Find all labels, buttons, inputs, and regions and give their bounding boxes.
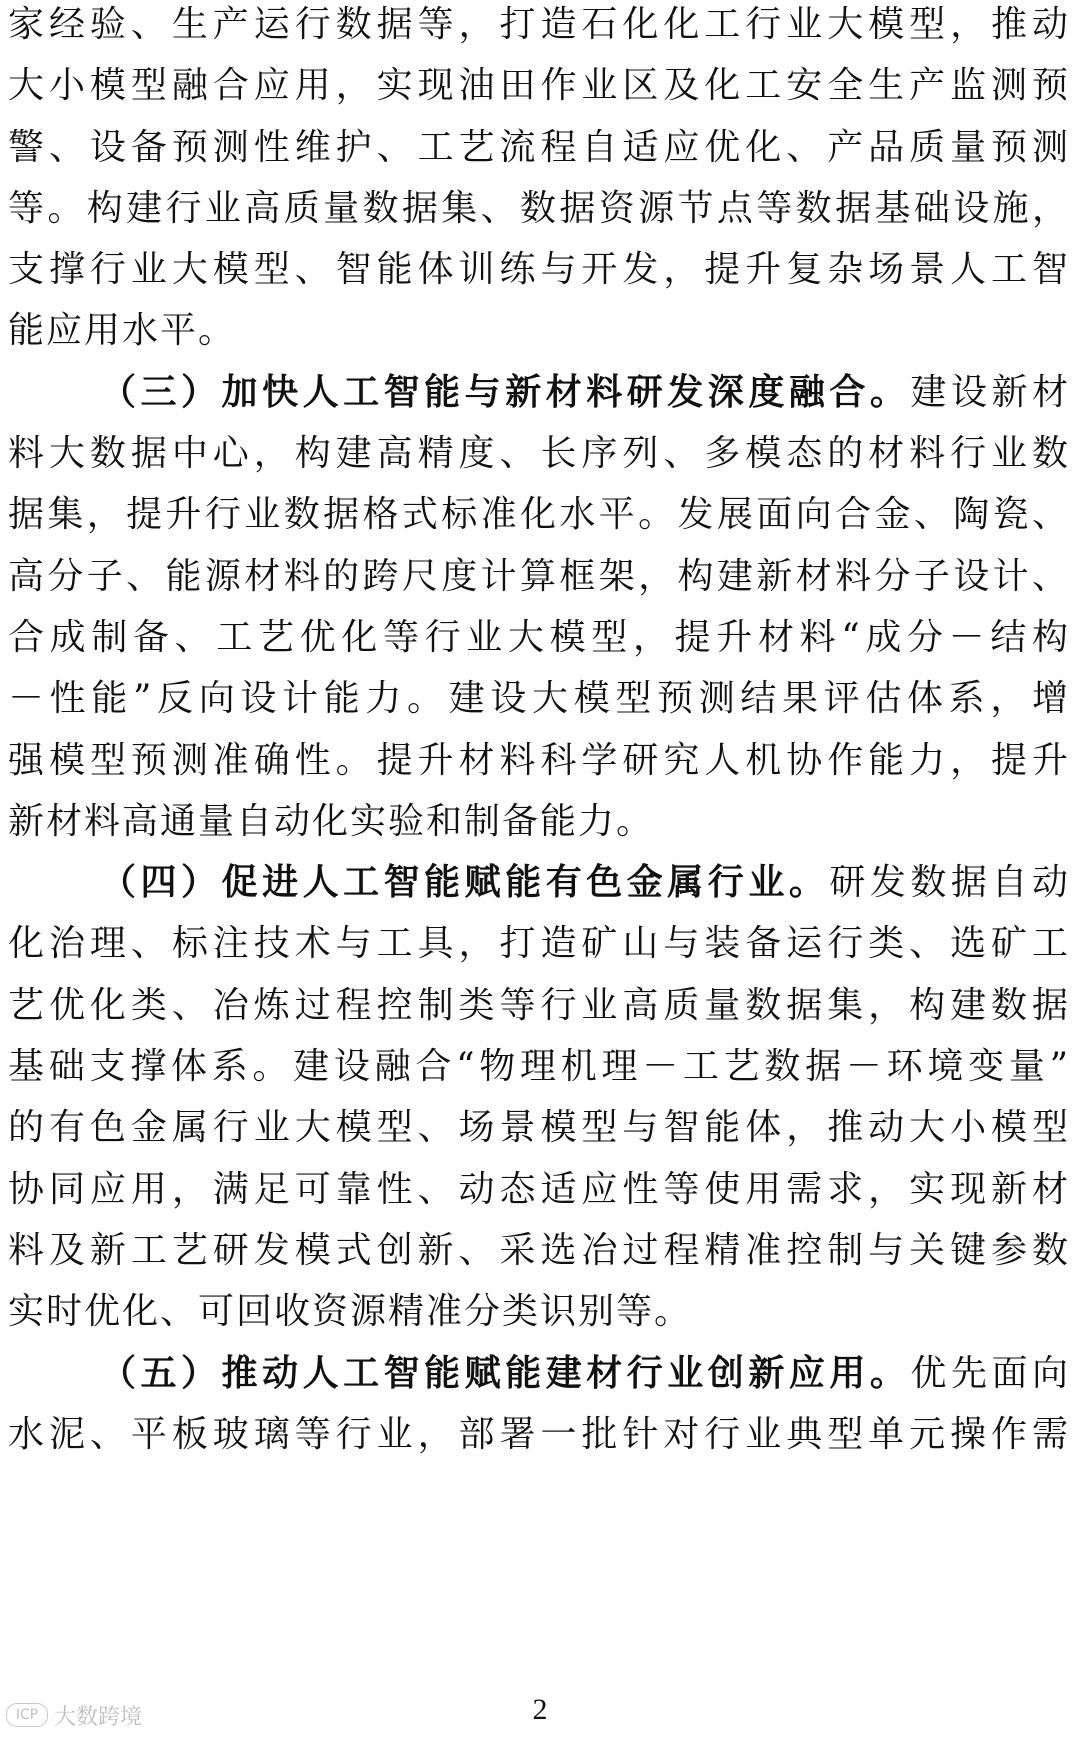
section-5-heading-rest: 优先面向: [910, 1352, 1068, 1394]
text-line: 新材料高通量自动化实验和制备能力。: [8, 800, 655, 842]
text-line: 化治理、标注技术与工具，打造矿山与装备运行类、选矿工: [8, 923, 1068, 965]
text-line: 大小模型融合应用，实现油田作业区及化工安全生产监测预: [8, 65, 1068, 107]
section-4-heading-rest: 研发数据自动: [829, 862, 1068, 904]
text-line: 基础支撑体系。建设融合“物理机理－工艺数据－环境变量”: [8, 1046, 1068, 1088]
text-line: 强模型预测准确性。提升材料科学研究人机协作能力，提升: [8, 739, 1068, 781]
page-number: 2: [532, 1693, 548, 1726]
text-line: 等。构建行业高质量数据集、数据资源节点等数据基础设施，: [8, 187, 1068, 229]
text-line: 的有色金属行业大模型、场景模型与智能体，推动大小模型: [8, 1107, 1068, 1149]
text-line: 据集，提升行业数据格式标准化水平。发展面向合金、陶瓷、: [8, 494, 1068, 536]
section-5-heading-line: [8, 1343, 1068, 1404]
section-4-heading: （四）促进人工智能赋能有色金属行业。: [100, 862, 830, 904]
watermark-logo-icon: ICP: [6, 1703, 48, 1727]
text-line: 料及新工艺研发模式创新、采选冶过程精准控制与关键参数: [8, 1229, 1068, 1271]
watermark-text: 大数跨境: [54, 1704, 143, 1730]
section-4-heading-line: [8, 852, 1068, 913]
text-line: －性能”反向设计能力。建设大模型预测结果评估体系，增: [8, 678, 1068, 720]
text-line: 警、设备预测性维护、工艺流程自适应优化、产品质量预测: [8, 126, 1068, 168]
text-line: 料大数据中心，构建高精度、长序列、多模态的材料行业数: [8, 433, 1068, 475]
section-3-heading-rest: 建设新材: [910, 371, 1068, 413]
section-5-heading: （五）推动人工智能赋能建材行业创新应用。: [100, 1352, 911, 1394]
section-3-heading: （三）加快人工智能与新材料研发深度融合。: [100, 371, 911, 413]
text-line: 艺优化类、冶炼过程控制类等行业高质量数据集，构建数据: [8, 984, 1068, 1026]
text-line: 家经验、生产运行数据等，打造石化化工行业大模型，推动: [8, 4, 1068, 45]
text-line: 实时优化、可回收资源精准分类识别等。: [8, 1291, 693, 1333]
text-line: 协同应用，满足可靠性、动态适应性等使用需求，实现新材: [8, 1168, 1068, 1210]
text-line: 支撑行业大模型、智能体训练与开发，提升复杂场景人工智: [8, 249, 1068, 291]
text-line: 高分子、能源材料的跨尺度计算框架，构建新材料分子设计、: [8, 555, 1068, 597]
text-line: 合成制备、工艺优化等行业大模型，提升材料“成分－结构: [8, 616, 1068, 658]
text-line: 水泥、平板玻璃等行业，部署一批针对行业典型单元操作需: [8, 1413, 1068, 1455]
body-text: [8, 0, 1068, 1465]
text-line: 能应用水平。: [8, 310, 237, 352]
section-3-heading-line: [8, 362, 1068, 423]
